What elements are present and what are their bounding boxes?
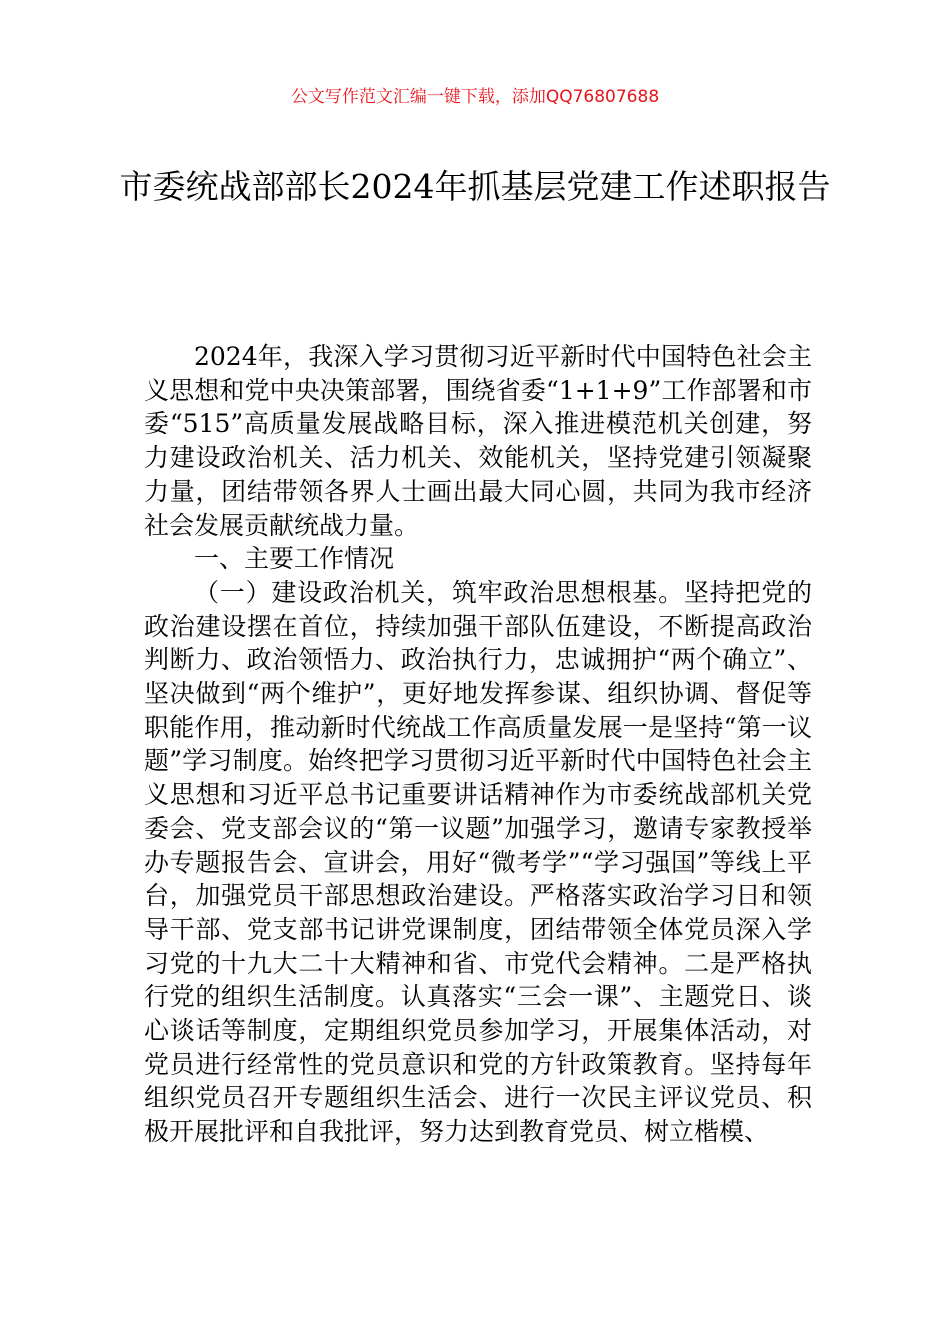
- document-body: [144, 340, 812, 1149]
- paragraph-intro: 2024年，我深入学习贯彻习近平新时代中国特色社会主义思想和党中央决策部署，围绕省委“1+1+9”工作部署和市委“515”高质量发展战略目标，深入推进模范机关创建，努力建设政治机关、活力机关、效能机关，坚持党建引领凝聚力量，团结带领各界人士画出最大同心圆，共同为我市经济社会发展贡献统战力量。: [144, 342, 812, 540]
- document-title: 市委统战部部长2024年抓基层党建工作述职报告: [119, 167, 831, 206]
- paragraph-political: （一）建设政治机关，筑牢政治思想根基。坚持把党的政治建设摆在首位，持续加强干部队伍建设，不断提高政治判断力、政治领悟力、政治执行力，忠诚拥护“两个确立”、坚决做到“两个维护”，更好地发挥参谋、组织协调、督促等职能作用，推动新时代统战工作高质量发展一是坚持“第一议题”学习制度。始终把学习贯彻习近平新时代中国特色社会主义思想和习近平总书记重要讲话精神作为市委统战部机关党委会、党支部会议的“第一议题”加强学习，邀请专家教授举办专题报告会、宣讲会，用好“微考学”“学习强国”等线上平台，加强党员干部思想政治建设。严格落实政治学习日和领导干部、党支部书记讲党课制度，团结带领全体党员深入学习党的十九大二十大精神和省、市党代会精神。二是严格执行党的组织生活制度。认真落实“三会一课”、主题党日、谈心谈话等制度，定期组织党员参加学习，开展集体活动，对党员进行经常性的党员意识和党的方针政策教育。坚持每年组织党员召开专题组织生活会、进行一次民主评议党员、积极开展批评和自我批评，努力达到教育党员、树立楷模、: [144, 577, 812, 1147]
- header-note: 公文写作范文汇编一键下载，添加QQ76807688: [290, 87, 660, 107]
- section-heading: 一、主要工作情况: [194, 544, 395, 574]
